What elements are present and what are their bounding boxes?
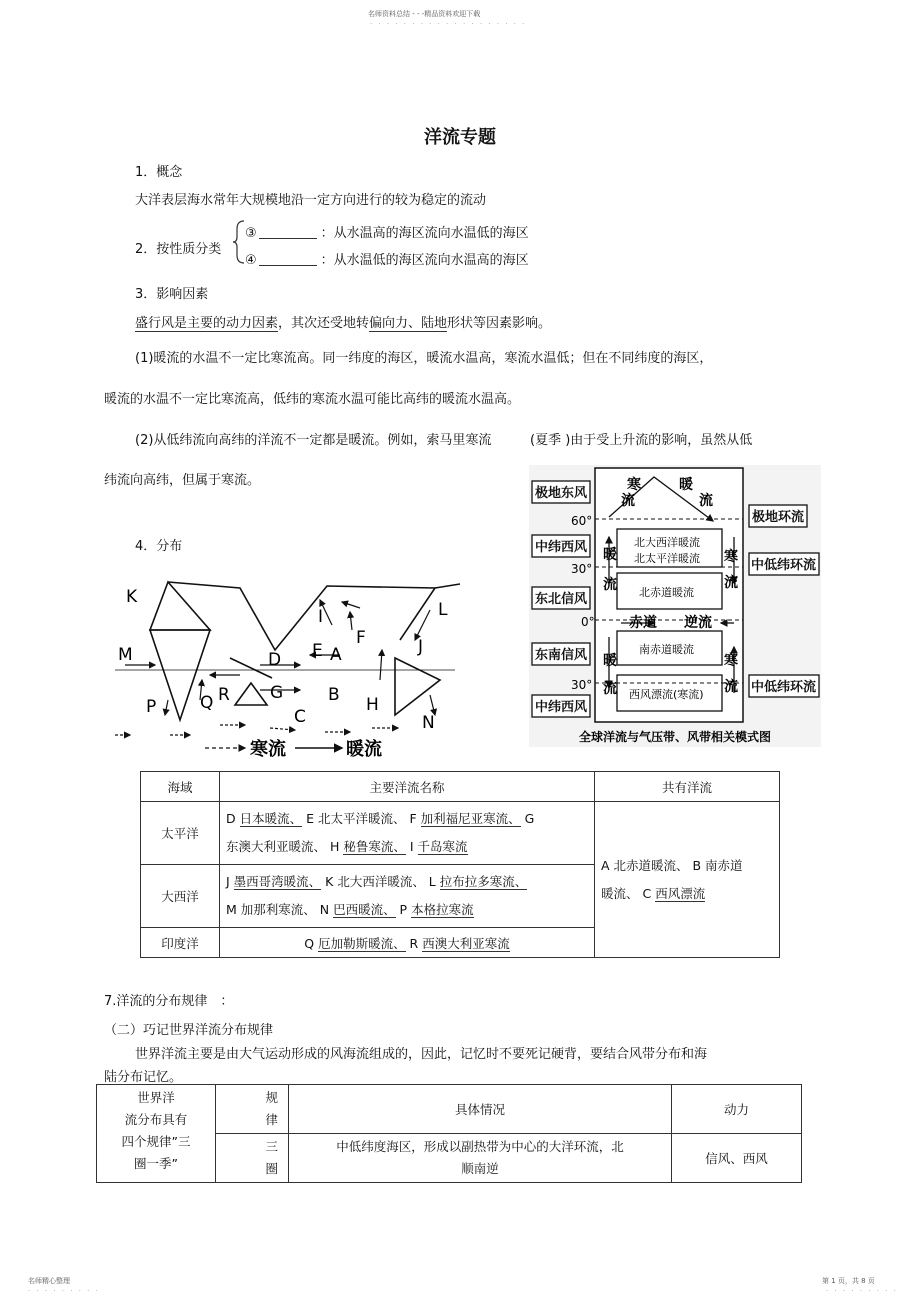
model-box-polar-easterlies: 极地东风: [535, 486, 588, 501]
map-label-e: E: [312, 641, 323, 661]
legend-warm-label: 暖流: [346, 739, 382, 760]
cold-right-top-1: 寒: [724, 549, 738, 565]
th-shared: 共有洋流: [595, 772, 780, 802]
para-2-line-1a: (2)从低纬流向高纬的洋流不一定都是暖流。例如，索马里寒流: [135, 433, 492, 448]
cell-three-circles: 三 圈: [216, 1134, 289, 1183]
cell-power-head: 动力: [672, 1085, 802, 1134]
table-row: [141, 802, 780, 865]
warm-left-bottom-2: 流: [603, 681, 617, 697]
inner-n-equatorial: 北赤道暖流: [639, 586, 694, 599]
cell-circle-power: 信风、西风: [672, 1134, 802, 1183]
map-label-k: K: [126, 587, 138, 607]
distribution-rules-table: [96, 1084, 802, 1183]
inner-equator: 赤道: [629, 615, 657, 631]
lat-30n: 30°: [571, 562, 593, 576]
table-row: [97, 1085, 802, 1134]
cold-right-bottom-1: 寒: [724, 653, 738, 669]
model-box-gyre-north: 中低纬环流: [751, 558, 817, 573]
section-1-text: 大洋表层海水常年大规模地沿一定方向进行的较为稳定的流动: [135, 193, 487, 208]
section-8-para-2: 陆分布记忆。: [104, 1070, 183, 1085]
section-1-heading: 1．概念: [135, 165, 183, 180]
lat-0: 0°: [581, 615, 595, 629]
map-label-m: M: [118, 645, 133, 665]
para-2-line-1b: (夏季 )由于受上升流的影响，虽然从低: [530, 433, 753, 448]
footer-left-dots: . . . . . . . . .: [28, 1285, 100, 1293]
inner-n-pacific: 北太平洋暖流: [634, 552, 700, 565]
legend-cold-label: 寒流: [250, 739, 286, 760]
warm-left-top-1: 暖: [603, 547, 617, 563]
section-7-heading: 7.洋流的分布规律 ：: [104, 994, 234, 1009]
map-label-b: B: [328, 685, 340, 705]
map-label-c: C: [294, 707, 306, 727]
top-cold-2: 流: [621, 493, 635, 509]
map-label-d: D: [268, 650, 282, 670]
inner-west-wind-drift: 西风漂流(寒流): [629, 688, 704, 701]
cell-atlantic-currents: J 墨西哥湾暖流、 K 北大西洋暖流、 L 拉布拉多寒流、 M 加那利寒流、 N 巴西暖流、 P 本格拉寒流: [220, 865, 595, 928]
footer-page-number: 第 1 页，共 8 页: [822, 1277, 875, 1285]
map-label-l: L: [438, 600, 448, 620]
model-caption: 全球洋流与气压带、风带相关模式图: [579, 730, 772, 744]
classify-item-cold: ④ ：从水温低的海区流向水温高的海区: [245, 253, 529, 268]
ocean-current-table: [140, 771, 780, 958]
section-3-heading: 3．影响因素: [135, 287, 209, 302]
map-label-r: R: [218, 685, 230, 705]
map-label-j: J: [418, 637, 424, 657]
section-3-factors: 盛行风是主要的动力因素，其次还受地转偏向力、陆地形状等因素影响。: [135, 316, 552, 331]
para-2-line-2: 纬流向高纬，但属于寒流。: [104, 473, 261, 488]
top-cold-1: 寒: [627, 477, 641, 493]
map-label-q: Q: [200, 693, 214, 713]
cell-indian: 印度洋: [141, 928, 220, 958]
model-box-westerlies-north: 中纬西风: [535, 540, 588, 555]
section-4-heading: 4．分布: [135, 539, 183, 554]
page-title: 洋流专题: [424, 127, 496, 148]
page-header-text: 名师资料总结 - - -精品资料欢迎下载: [368, 10, 481, 18]
footer-right-dots: . . . . . . . . .: [826, 1285, 898, 1293]
brace-icon: [232, 219, 246, 265]
cell-shared-currents: A 北赤道暖流、 B 南赤道 暖流、 C 西风漂流: [595, 802, 780, 958]
cell-indian-currents: Q 厄加勒斯暖流、 R 西澳大利亚寒流: [220, 928, 595, 958]
para-1-line-1: (1)暖流的水温不一定比寒流高。同一纬度的海区，暖流水温高，寒流水温低；但在不同纬度的海区，: [135, 351, 713, 366]
cell-detail-head: 具体情况: [289, 1085, 672, 1134]
map-label-f: F: [356, 628, 366, 648]
section-8-para-1: 世界洋流主要是由大气运动形成的风海流组成的，因此，记忆时不要死记硬背，要结合风带分布和海: [135, 1047, 708, 1062]
map-label-p: P: [146, 697, 157, 717]
model-box-se-trades: 东南信风: [535, 648, 588, 663]
section-2-heading: 2．按性质分类: [135, 242, 222, 257]
inner-s-equatorial: 南赤道暖流: [639, 643, 694, 656]
ocean-current-map-diagram: [110, 570, 460, 770]
classify-item-warm: ③ ：从水温高的海区流向水温低的海区: [245, 226, 529, 241]
th-currents: 主要洋流名称: [220, 772, 595, 802]
model-box-ne-trades: 东北信风: [535, 592, 588, 607]
cold-right-top-2: 流: [724, 575, 738, 591]
map-label-i: I: [318, 607, 324, 627]
cell-pacific: 太平洋: [141, 802, 220, 865]
lat-60: 60°: [571, 514, 593, 528]
cell-rule-head: 规 律: [216, 1085, 289, 1134]
warm-left-bottom-1: 暖: [603, 653, 617, 669]
footer-left-text: 名师精心整理: [28, 1277, 70, 1285]
cell-rules-title: 世界洋 流分布具有 四个规律”三 圈一季”: [97, 1085, 216, 1183]
header-dots: . . . . . . . . . . . . . . . . . . .: [370, 18, 527, 26]
lat-30s: 30°: [571, 678, 593, 692]
map-label-h: H: [366, 695, 379, 715]
cell-atlantic: 大西洋: [141, 865, 220, 928]
th-ocean: 海域: [141, 772, 220, 802]
map-label-a: A: [330, 645, 342, 665]
top-warm-1: 暖: [679, 477, 693, 493]
global-current-model-diagram: [529, 465, 821, 747]
cell-circle-detail: 中低纬度海区，形成以副热带为中心的大洋环流，北 顺南逆: [289, 1134, 672, 1183]
para-1-line-2: 暖流的水温不一定比寒流高，低纬的寒流水温可能比高纬的暖流水温高。: [104, 392, 521, 407]
cold-right-bottom-2: 流: [724, 679, 738, 695]
top-warm-2: 流: [699, 493, 713, 509]
model-box-westerlies-south: 中纬西风: [535, 700, 588, 715]
model-box-polar-gyre: 极地环流: [752, 510, 805, 525]
warm-left-top-2: 流: [603, 577, 617, 593]
section-8-heading: （二）巧记世界洋流分布规律: [104, 1023, 274, 1038]
inner-counter: 逆流: [684, 615, 712, 631]
model-box-gyre-south: 中低纬环流: [751, 680, 817, 695]
small-triangle-shape: [235, 683, 267, 705]
cell-pacific-currents: D 日本暖流、 E 北太平洋暖流、 F 加利福尼亚寒流、 G 东澳大利亚暖流、 H 秘鲁寒流、 I 千岛寒流: [220, 802, 595, 865]
map-label-n: N: [422, 713, 435, 733]
map-label-g: G: [270, 683, 284, 703]
inner-n-atlantic: 北大西洋暖流: [634, 536, 700, 549]
